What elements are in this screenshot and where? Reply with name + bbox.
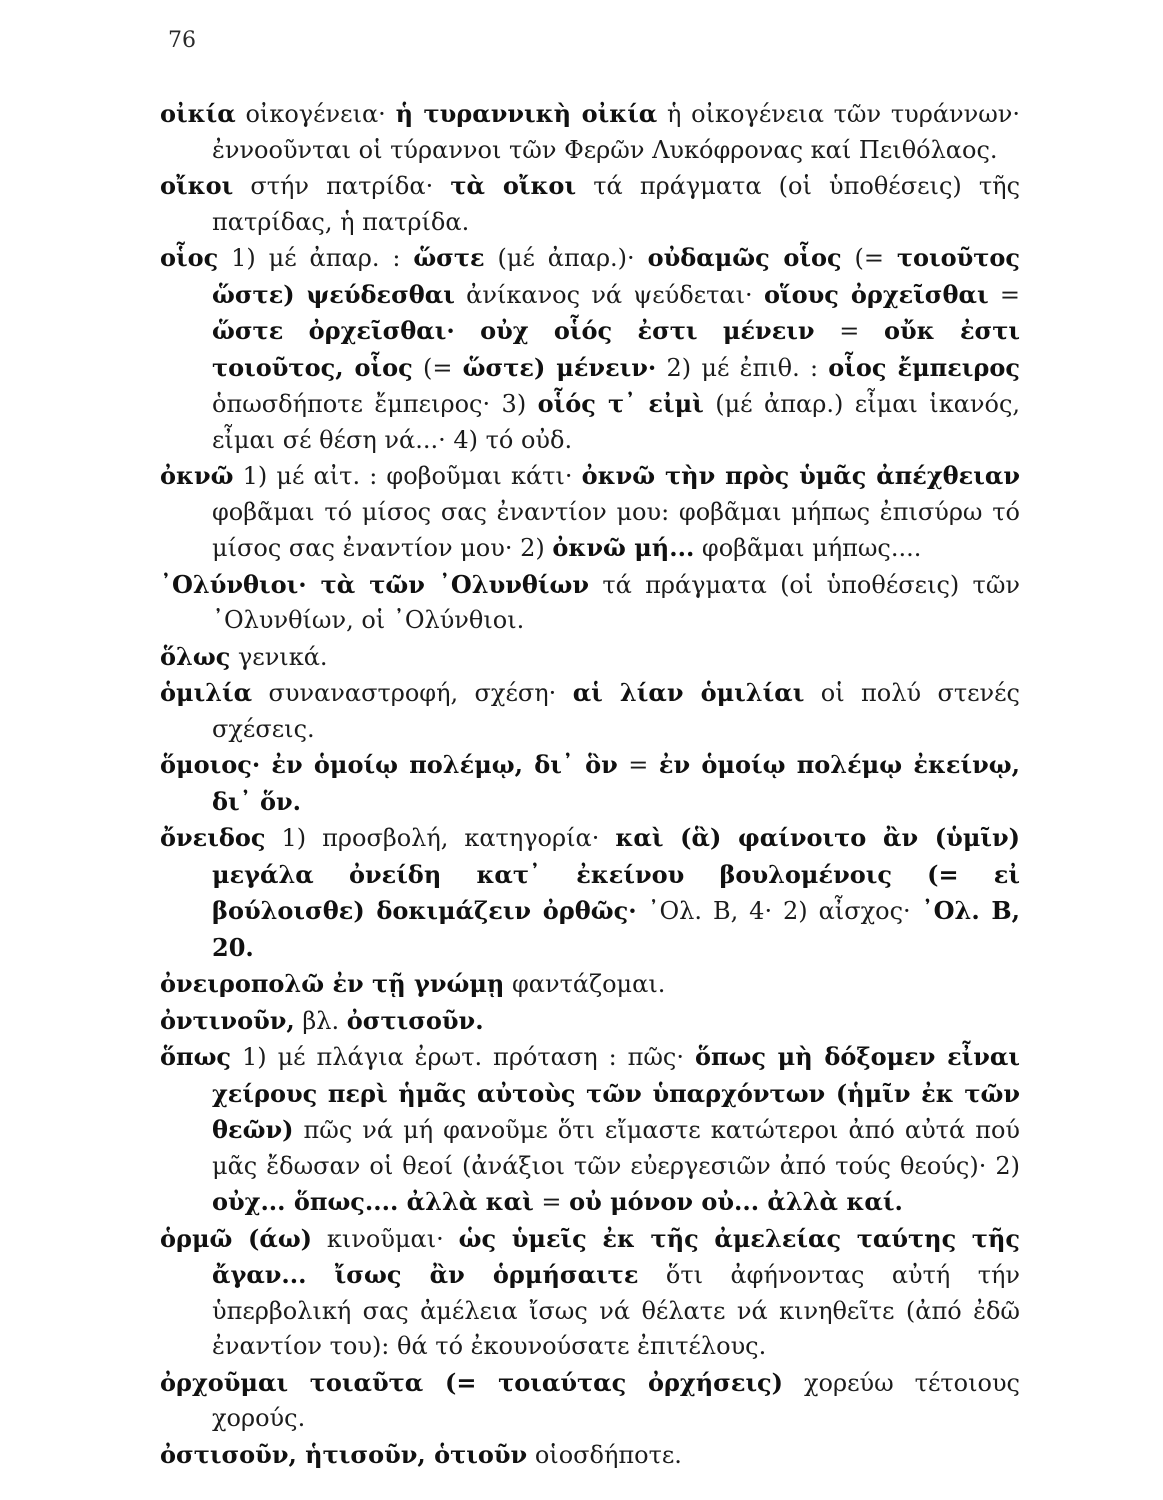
- gloss-text: =: [814, 317, 884, 345]
- gloss-text: ἀνίκανος νά ψεύδεται·: [454, 280, 764, 309]
- gloss-text: πῶς νά μή φανοῦμε ὅτι εἴμαστε κατώτεροι ἀπό αὐτά πού μᾶς ἔδωσαν οἱ θεοί (ἀνάξιοι τῶν εὐεργεσιῶν ἀπό τούς θεούς)· 2): [212, 1116, 1020, 1180]
- lemma: οἰκία: [160, 99, 236, 128]
- phrase: ὀκνῶ τὴν πρὸς ὑμᾶς ἀπέχθειαν: [581, 461, 1020, 490]
- lemma: ὀνειροπολῶ ἐν τῇ γνώμῃ: [160, 969, 505, 998]
- glossary-entry: [160, 1221, 1020, 1365]
- glossary-entry: [160, 458, 1020, 567]
- page-number: 76: [168, 28, 196, 53]
- gloss-text: οἱ πολύ στενές σχέσεις.: [212, 679, 1020, 743]
- glossary-entry: [160, 168, 1020, 240]
- glossary-entry: [160, 1039, 1020, 1221]
- gloss-text: φαντάζομαι.: [504, 970, 666, 998]
- glossary-entry: [160, 96, 1020, 168]
- gloss-text: φοβᾶμαι μήπως....: [694, 534, 922, 562]
- lemma: ὅμοιος· ἐν ὁμοίῳ πολέμῳ, δι᾽ ὃν: [160, 750, 618, 779]
- gloss-text: ὅτι ἀφήνοντας αὐτή τήν ὑπερβολική σας ἀμέλεια ἴσως νά θέλατε νά κινηθεῖτε (ἀπό ἐδῶ ἐναντίον του): θά τό ἐκουνούσατε ἐπιτέλους.: [212, 1261, 1020, 1360]
- glossary-entry: [160, 567, 1020, 639]
- gloss-text: 2) μέ ἐπιθ. :: [656, 353, 829, 382]
- phrase: οἷος ἔμπειρος: [828, 352, 1020, 382]
- lemma: ὅπως: [160, 1042, 232, 1071]
- gloss-text: (=: [412, 353, 463, 382]
- gloss-text: τά πράγματα (οἱ ὑποθέσεις) τῶν ᾽Ολυνθίων, οἱ ᾽Ολύνθιοι.: [212, 570, 1020, 634]
- gloss-text: χορεύω τέτοιους χορούς.: [212, 1368, 1020, 1432]
- phrase: ὀκνῶ μή...: [552, 533, 695, 562]
- gloss-text: (=: [841, 244, 897, 272]
- gloss-text: ἡ οἰκογένεια τῶν τυράννων· ἐννοοῦνται οἱ τύραννοι τῶν Φερῶν Λυκόφρονας καί Πειθόλαος.: [212, 100, 1020, 164]
- lemma: ὀκνῶ: [160, 461, 234, 490]
- lemma: ὅλως: [160, 641, 231, 671]
- phrase: καὶ (ἃ) φαίνοιτο ἂν (ὑμῖν) μεγάλα ὀνείδη κατ᾽ ἐκείνου βουλομένοις (= εἰ βούλοισθε) δοκιμάζειν ὀρθῶς·: [212, 823, 1021, 925]
- gloss-text: 1) μέ πλάγια ἐρωτ. πρόταση : πῶς·: [231, 1043, 695, 1071]
- lemma: ὀρχοῦμαι τοιαῦτα (= τοιαύτας ὀρχήσεις): [160, 1367, 784, 1397]
- gloss-text: γενικά.: [230, 642, 328, 671]
- phrase: ὥστε) μένειν·: [462, 352, 657, 382]
- lemma: ᾽Ολύνθιοι· τὰ τῶν ᾽Ολυνθίων: [160, 569, 590, 599]
- gloss-text: =: [617, 751, 659, 779]
- phrase: οὐ μόνον οὐ... ἀλλὰ καί.: [569, 1187, 903, 1216]
- phrase: οἷός τ᾽ εἰμὶ: [537, 389, 704, 418]
- gloss-text: (μέ ἀπαρ.) εἶμαι ἱκανός, εἶμαι σέ θέση νά...· 4) τό οὐδ.: [212, 390, 1021, 454]
- glossary-entry: [160, 639, 1020, 676]
- phrase: τὰ οἴκοι: [450, 171, 577, 200]
- gloss-text: =: [533, 1188, 570, 1216]
- phrase: οὐχ... ὅπως.... ἀλλὰ καὶ: [212, 1187, 534, 1216]
- gloss-text: φοβᾶμαι τό μίσος σας ἐναντίον μου: φοβᾶμαι μήπως ἐπισύρω τό μίσος σας ἐναντίον μου· 2): [212, 497, 1020, 562]
- lemma: οἷος: [160, 243, 219, 272]
- lemma: ὀστισοῦν, ἡτισοῦν, ὁτιοῦν: [160, 1439, 528, 1469]
- gloss-text: ὁπωσδήποτε ἔμπειρος· 3): [212, 390, 538, 418]
- lemma: ὄνειδος: [160, 823, 266, 852]
- glossary-entry: [160, 1003, 1020, 1040]
- gloss-text: 1) μέ ἀπαρ. :: [218, 244, 414, 272]
- gloss-text: 1) προσβολή, κατηγορία·: [265, 824, 616, 852]
- lemma: ὁρμῶ (άω): [160, 1223, 313, 1253]
- gloss-text: στήν πατρίδα·: [233, 172, 451, 200]
- glossary-entry: [160, 820, 1020, 966]
- phrase: ὡς ὑμεῖς ἐκ τῆς ἀμελείας ταύτης τῆς ἄγαν... ἴσως ἂν ὁρμήσαιτε: [212, 1223, 1021, 1289]
- gloss-text: συναναστροφή, σχέση·: [252, 679, 573, 707]
- glossary-entry: [160, 966, 1020, 1003]
- gloss-text: ᾽Ολ. Β, 4· 2) αἶσχος·: [636, 897, 922, 925]
- gloss-text: (μέ ἀπαρ.)·: [484, 244, 648, 272]
- phrase: ὥστε: [413, 243, 485, 272]
- gloss-text: οἰκογένεια·: [235, 100, 396, 128]
- glossary-entry: [160, 747, 1020, 820]
- phrase: οὐδαμῶς οἷος: [647, 243, 842, 272]
- gloss-text: βλ.: [294, 1006, 347, 1035]
- gloss-text: 1) μέ αἰτ. : φοβοῦμαι κάτι·: [233, 462, 582, 490]
- glossary-list: [160, 96, 1020, 1473]
- phrase: ὥστε ὀρχεῖσθαι· οὐχ οἷός ἐστι μένειν: [212, 316, 815, 345]
- phrase: ἡ τυραννικὴ οἰκία: [395, 99, 658, 128]
- phrase: οἵους ὀρχεῖσθαι: [763, 279, 989, 309]
- lemma: ὁμιλία: [160, 678, 253, 707]
- phrase: ἐν ὁμοίῳ πολέμῳ ἐκείνῳ, δι᾽ ὅν.: [212, 750, 1020, 816]
- phrase: οὔκ ἐστι τοιοῦτος, οἷος: [212, 316, 1020, 382]
- lemma: οἴκοι: [160, 171, 234, 200]
- gloss-text: =: [988, 280, 1020, 309]
- phrase: ᾽Ολ. Β, 20.: [212, 896, 1020, 962]
- glossary-entry: [160, 1365, 1020, 1437]
- gloss-text: οἱοσδήποτε.: [527, 1440, 682, 1469]
- gloss-text: κινοῦμαι·: [312, 1224, 459, 1253]
- phrase: ὅπως μὴ δόξομεν εἶναι χείρους περὶ ἡμᾶς αὐτοὺς τῶν ὑπαρχόντων (ἡμῖν ἐκ τῶν θεῶν): [212, 1042, 1021, 1144]
- glossary-entry: [160, 1437, 1020, 1474]
- lemma: ὀντινοῦν,: [160, 1005, 295, 1035]
- cross-reference: ὀστισοῦν.: [346, 1005, 484, 1035]
- gloss-text: τά πράγματα (οἱ ὑποθέσεις) τῆς πατρίδας, ἡ πατρίδα.: [212, 172, 1021, 236]
- glossary-entry: [160, 240, 1020, 458]
- phrase: τοιοῦτος ὥστε) ψεύδεσθαι: [212, 243, 1021, 309]
- phrase: αἱ λίαν ὁμιλίαι: [572, 678, 805, 707]
- glossary-entry: [160, 675, 1020, 747]
